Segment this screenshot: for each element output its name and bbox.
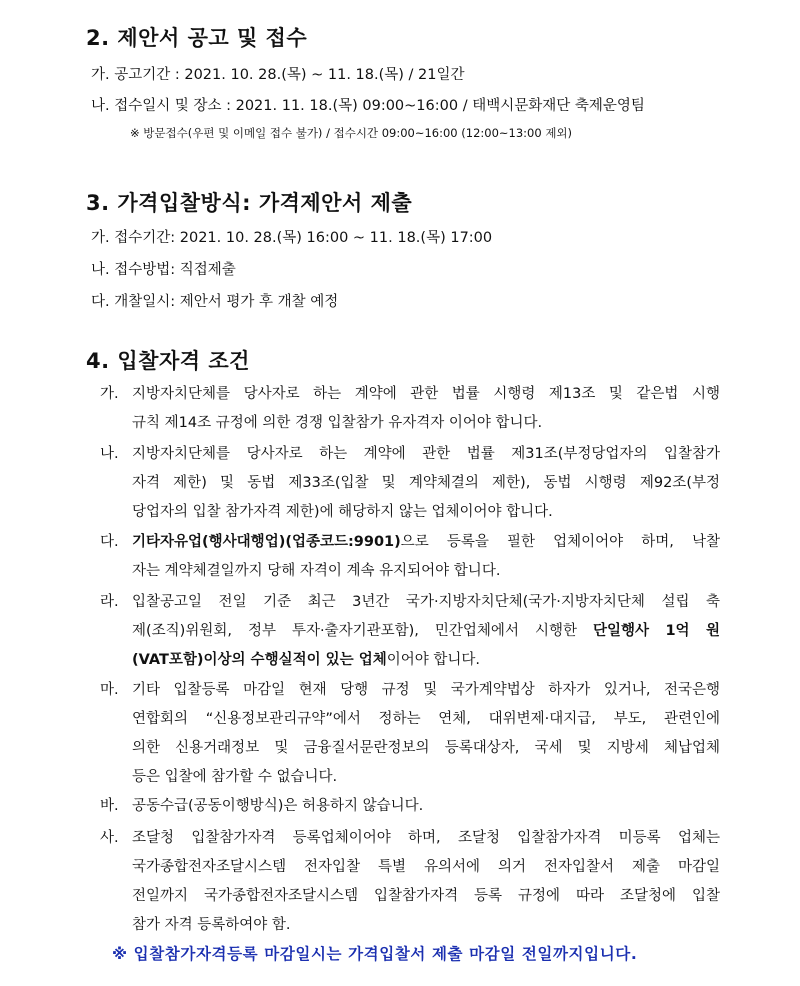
item-line: 입찰공고일 전일 기준 최근 3년간 국가·지방자치단체(국가·지방자치단체 설립 축	[132, 594, 720, 610]
section-3-item-a: 가. 접수기간: 2021. 10. 28.(목) 16:00 ~ 11. 18.(목) 17:00	[91, 230, 493, 246]
item-marker: 가.	[100, 386, 119, 402]
item-line: 당업자의 입찰 참가자격 제한)에 해당하지 않는 업체이어야 합니다.	[132, 504, 553, 520]
item-marker: 나.	[100, 446, 119, 462]
registration-deadline-note: ※ 입찰참가자격등록 마감일시는 가격입찰서 제출 마감일 전일까지입니다.	[112, 945, 638, 963]
item-line: 자격 제한) 및 동법 제33조(입찰 및 계약체결의 제한), 동법 시행령 제92조(부정	[132, 475, 720, 491]
item-line: 자는 계약체결일까지 당해 자격이 계속 유지되어야 합니다.	[132, 563, 501, 579]
condition-item-e	[100, 676, 720, 792]
item-marker: 바.	[100, 798, 119, 814]
condition-item-b	[100, 440, 720, 527]
section-3-item-b: 나. 접수방법: 직접제출	[91, 262, 236, 278]
item-line	[100, 646, 720, 675]
item-line: 전일까지 국가종합전자조달시스템 입찰참가자격 등록 규정에 따라 조달청에 입찰	[132, 888, 720, 904]
item-text: 이어야 합니다.	[386, 652, 480, 668]
section-2-title: 2. 제안서 공고 및 접수	[86, 26, 308, 50]
item-line: 조달청 입찰참가자격 등록업체이어야 하며, 조달청 입찰참가자격 미등록 업체는	[132, 830, 720, 846]
section-2-item-b: 나. 접수일시 및 장소 : 2021. 11. 18.(목) 09:00~16:00 / 태백시문화재단 축제운영팀	[91, 98, 645, 114]
item-line: 공동수급(공동이행방식)은 허용하지 않습니다.	[132, 798, 424, 814]
item-line: 의한 신용거래정보 및 금융질서문란정보의 등록대상자, 국세 및 지방세 체납업체	[132, 740, 720, 756]
item-line	[100, 617, 720, 646]
item-text: 으로 등록을 필한 업체이어야 하며, 낙찰	[400, 534, 720, 550]
item-text: 제(조직)위원회, 정부 투자·출자기관포함), 민간업체에서 시행한	[132, 623, 593, 639]
condition-item-f	[100, 792, 720, 821]
section-3-item-c: 다. 개찰일시: 제안서 평가 후 개찰 예정	[91, 294, 339, 310]
item-marker: 마.	[100, 682, 119, 698]
section-2-note: ※ 방문접수(우편 및 이메일 접수 불가) / 접수시간 09:00~16:00 (12:00~13:00 제외)	[130, 126, 573, 140]
item-line: 지방자치단체를 당사자로 하는 계약에 관한 법률 시행령 제13조 및 같은법 시행	[132, 386, 720, 402]
item-line: 규칙 제14조 규정에 의한 경쟁 입찰참가 유자격자 이어야 합니다.	[132, 415, 543, 431]
item-marker: 사.	[100, 830, 119, 846]
section-3-title: 3. 가격입찰방식: 가격제안서 제출	[86, 191, 413, 215]
performance-highlight: 단일행사 1억 원	[592, 623, 720, 639]
section-4-title: 4. 입찰자격 조건	[86, 349, 250, 373]
item-line: 기타 입찰등록 마감일 현재 당행 규정 및 국가계약법상 하자가 있거나, 전국은행	[132, 682, 720, 698]
item-line: 지방자치단체를 당사자로 하는 계약에 관한 법률 제31조(부정당업자의 입찰참가	[132, 446, 720, 462]
condition-item-d	[100, 588, 720, 675]
condition-item-g	[100, 824, 720, 940]
item-line	[100, 528, 720, 557]
condition-item-c	[100, 528, 720, 586]
item-marker: 라.	[100, 594, 119, 610]
section-2-item-a: 가. 공고기간 : 2021. 10. 28.(목) ~ 11. 18.(목) / 21일간	[91, 67, 465, 83]
performance-highlight: (VAT포함)이상의 수행실적이 있는 업체	[132, 652, 387, 668]
item-marker: 다.	[100, 534, 119, 550]
item-line: 등은 입찰에 참가할 수 없습니다.	[132, 769, 338, 785]
item-line: 연합회의 “신용정보관리규약”에서 정하는 연체, 대위변제·대지급, 부도, 관련인에	[132, 711, 720, 727]
condition-item-a	[100, 380, 720, 438]
item-line: 국가종합전자조달시스템 전자입찰 특별 유의서에 의거 전자입찰서 제출 마감일	[132, 859, 720, 875]
business-type-highlight: 기타자유업(행사대행업)(업종코드:9901)	[132, 534, 401, 550]
item-line: 참가 자격 등록하여야 함.	[132, 917, 291, 933]
